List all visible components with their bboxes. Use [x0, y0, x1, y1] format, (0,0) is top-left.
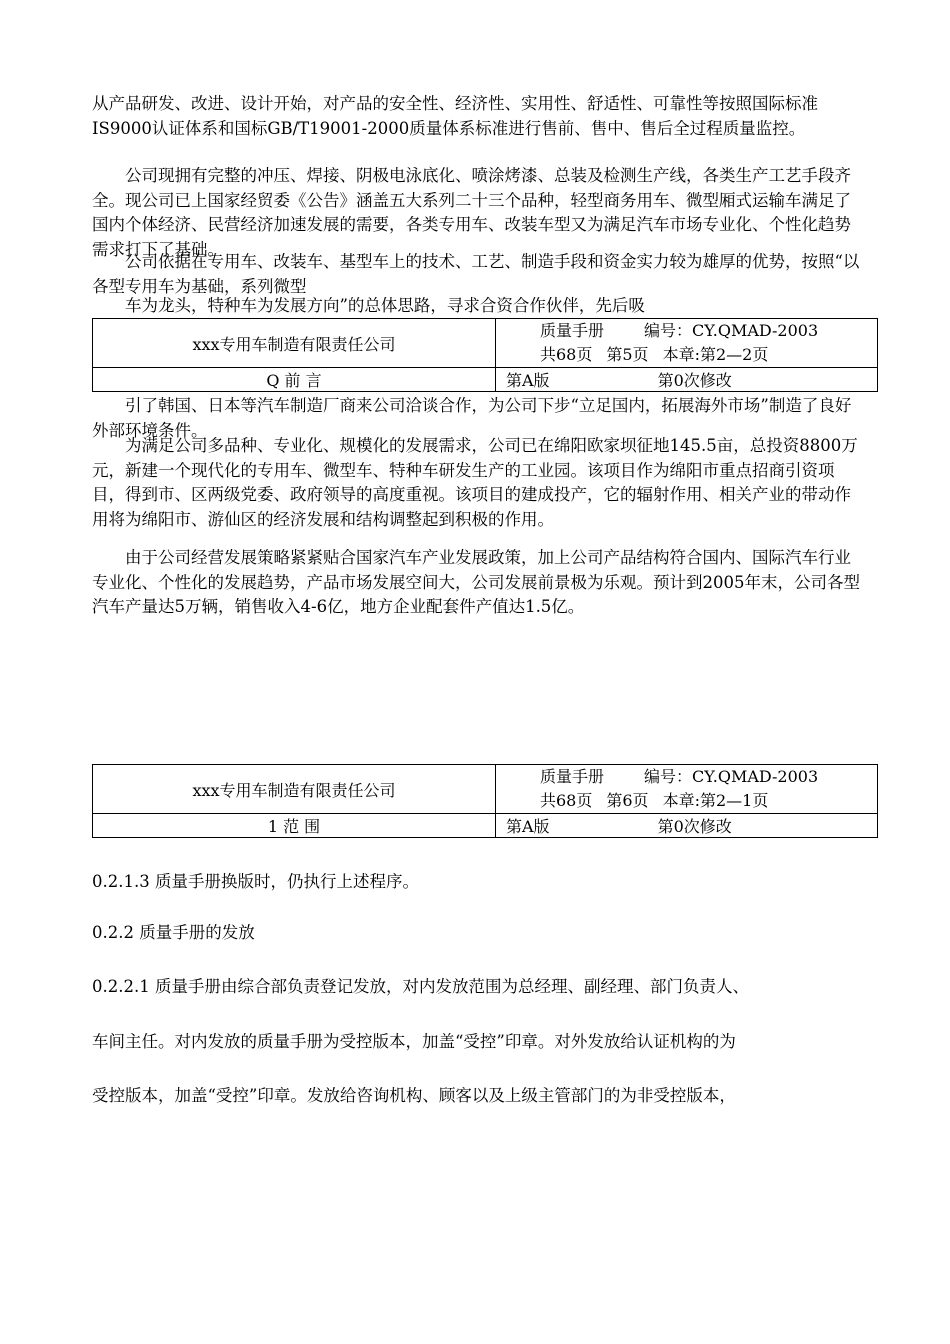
version: 第A版 [506, 817, 550, 836]
chapter-page: 本章:第2—1页 [662, 791, 769, 810]
version-info [496, 368, 878, 392]
company-name: xxx专用车制造有限责任公司 [93, 765, 496, 814]
clause-0-2-2-heading: 0.2.2 质量手册的发放 [92, 923, 255, 942]
paragraph-production-lines: 公司现拥有完整的冲压、焊接、阴极电泳底化、喷涂烤漆、总装及检测生产线，各类生产工艺手段齐全。现公司已上国家经贸委《公告》涵盖五大系列二十三个品种，轻型商务用车、微型厢式运输车满足了国内个体经济、民营经济加速发展的需要，各类专用车、改装车型又为满足汽车市场专业化、个性化趋势需求打下了基础。 [92, 166, 851, 259]
total-pages: 共68页 [540, 345, 593, 364]
clause-0-2-2-1-cont2: 受控版本，加盖“受控”印章。发放给咨询机构、顾客以及上级主管部门的为非受控版本， [92, 1086, 736, 1105]
paragraph-strategy: 公司依据在专用车、改装车、基型车上的技术、工艺、制造手段和资金实力较为雄厚的优势，按照“以各型专用车为基础，系列微型 [92, 252, 860, 296]
revision: 第0次修改 [657, 371, 732, 390]
clause-0-2-2-1: 0.2.2.1 质量手册由综合部负责登记发放，对内发放范围为总经理、副经理、部门负责人、 [92, 977, 749, 996]
manual-info [496, 319, 878, 368]
page-header-table [92, 764, 878, 838]
paragraph-strategy-cont: 车为龙头，特种车为发展方向”的总体思路，寻求合资合作伙伴，先后吸 [125, 296, 645, 315]
manual-title: 质量手册 [540, 767, 605, 786]
chapter-page: 本章:第2—2页 [662, 345, 769, 364]
total-pages: 共68页 [540, 791, 593, 810]
manual-info [496, 765, 878, 814]
page-number: 第6页 [606, 791, 649, 810]
paragraph-cooperation: 引了韩国、日本等汽车制造厂商来公司洽谈合作，为公司下步“立足国内，拓展海外市场”制造了良好外部环境条件。 [92, 396, 852, 440]
clause-0-2-2-1-cont: 车间主任。对内发放的质量手册为受控版本，加盖“受控”印章。对外发放给认证机构的为 [92, 1032, 736, 1051]
section-title: Q 前 言 [93, 368, 496, 392]
revision: 第0次修改 [657, 817, 732, 836]
document-code: 编号：CY.QMAD-2003 [644, 767, 819, 786]
section-title: 1 范 围 [93, 814, 496, 838]
version: 第A版 [506, 371, 550, 390]
document-code: 编号：CY.QMAD-2003 [644, 321, 819, 340]
clause-0-2-1-3: 0.2.1.3 质量手册换版时，仍执行上述程序。 [92, 872, 419, 891]
page-header-table [92, 318, 878, 392]
paragraph-industrial-park: 为满足公司多品种、专业化、规模化的发展需求，公司已在绵阳欧家坝征地145.5亩，总投资8800万元，新建一个现代化的专用车、微型车、特种车研发生产的工业园。该项目作为绵阳市重点招商引资项目，得到市、区两级党委、政府领导的高度重视。该项目的建成投产，它的辐射作用、相关产业的带动作用将为绵阳市、游仙区的经济发展和结构调整起到积极的作用。 [92, 436, 858, 529]
page-number: 第5页 [606, 345, 649, 364]
company-name: xxx专用车制造有限责任公司 [93, 319, 496, 368]
manual-title: 质量手册 [540, 321, 605, 340]
paragraph-outlook: 由于公司经营发展策略紧紧贴合国家汽车产业发展政策，加上公司产品结构符合国内、国际汽车行业专业化、个性化的发展趋势，产品市场发展空间大，公司发展前景极为乐观。预计到2005年末，公司各型汽车产量达5万辆，销售收入4-6亿，地方企业配套件产值达1.5亿。 [92, 548, 860, 616]
paragraph-standards: 从产品研发、改进、设计开始，对产品的安全性、经济性、实用性、舒适性、可靠性等按照国际标准IS9000认证体系和国标GB/T19001-2000质量体系标准进行售前、售中、售后全过程质量监控。 [92, 94, 818, 138]
version-info [496, 814, 878, 838]
